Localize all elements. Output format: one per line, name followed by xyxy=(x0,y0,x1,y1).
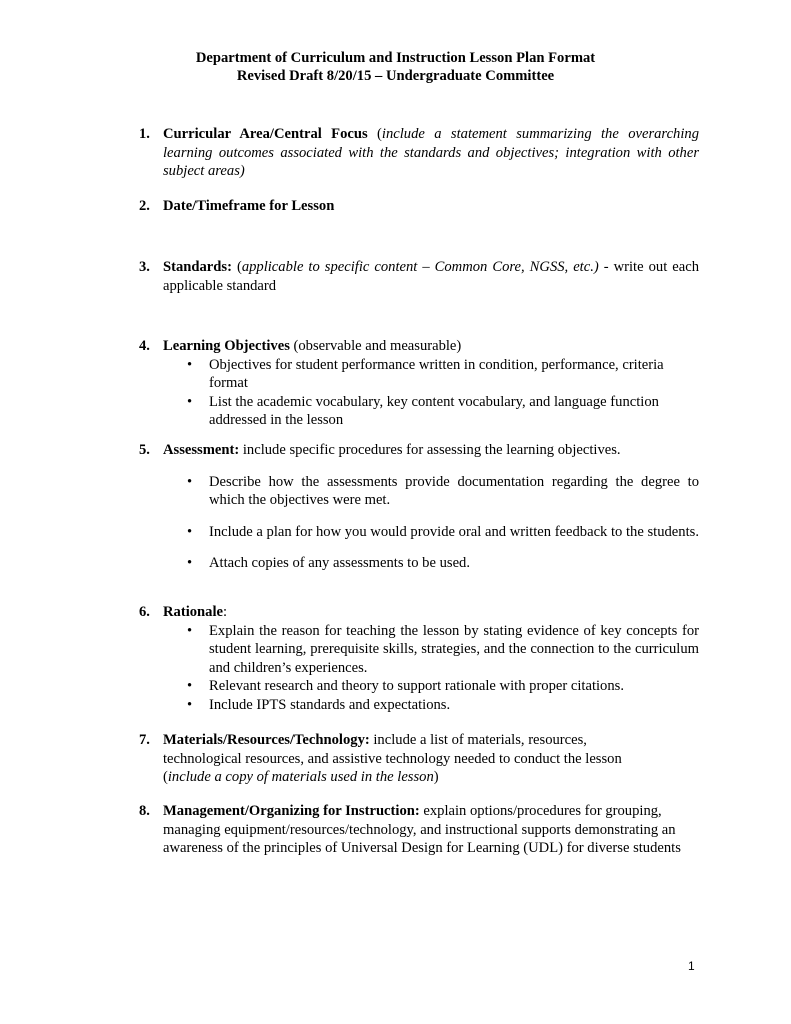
section-number: 6. xyxy=(139,604,150,620)
list-item xyxy=(163,622,699,678)
section-title: Management/Organizing for Instruction: xyxy=(163,803,420,819)
list-item xyxy=(163,696,699,715)
document-title: Department of Curriculum and Instruction Lesson Plan Format xyxy=(195,50,596,66)
bullet-icon: • xyxy=(187,696,193,713)
section-8 xyxy=(139,802,699,858)
section-text: : xyxy=(223,604,228,620)
section-description: applicable to specific content – Common Core, NGSS, etc.) xyxy=(241,259,599,275)
section-number: 7. xyxy=(139,732,150,748)
page-number: 1 xyxy=(688,959,695,973)
section-number: 5. xyxy=(139,442,150,458)
section-number: 8. xyxy=(139,803,150,819)
bullet-list xyxy=(139,356,699,430)
list-item xyxy=(163,356,699,393)
bullet-icon: • xyxy=(187,523,193,540)
section-title: Learning Objectives xyxy=(163,338,290,354)
section-title: Materials/Resources/Technology: xyxy=(163,732,370,748)
bullet-list xyxy=(139,473,699,573)
section-body xyxy=(163,731,633,787)
list-item xyxy=(163,523,699,542)
section-7 xyxy=(139,731,699,787)
list-item-text: Describe how the assessments provide documentation regarding the degree to which the objectives were met. xyxy=(209,473,699,508)
list-item-text: Include a plan for how you would provide oral and written feedback to the students. xyxy=(209,523,699,540)
section-text: - write out each applicable standard xyxy=(163,259,699,294)
section-title: Curricular Area/Central Focus xyxy=(163,126,368,142)
list-item-text: Explain the reason for teaching the lesson by stating evidence of key concepts for student learning, prerequisite skills, strategies, and the connection to the curriculum and children’s experiences. xyxy=(209,622,699,676)
section-description: include a statement summarizing the overarching learning outcomes associated with the standards and objectives; integration with other subject areas) xyxy=(163,126,699,179)
section-title: Standards: xyxy=(163,259,232,275)
list-item xyxy=(163,554,699,573)
section-number: 4. xyxy=(139,338,150,354)
section-body xyxy=(163,603,699,622)
section-text: explain options/procedures for grouping, managing equipment/resources/technology, and instructional supports demonstrating an awareness of the principles of Universal Design for Learning (UDL) for diverse students xyxy=(163,803,681,856)
section-body xyxy=(163,258,699,295)
section-paren: ( xyxy=(231,259,242,275)
section-1 xyxy=(139,125,699,181)
section-paren: ( xyxy=(163,769,168,785)
section-paren: ) xyxy=(433,769,439,785)
list-item xyxy=(163,393,699,430)
section-number: 3. xyxy=(139,259,150,275)
bullet-icon: • xyxy=(187,356,193,373)
section-title: Rationale xyxy=(163,604,223,620)
section-title: Assessment: xyxy=(163,442,240,458)
section-description: include a copy of materials used in the lesson xyxy=(167,769,434,785)
section-body xyxy=(163,197,699,216)
section-6 xyxy=(139,603,699,714)
section-body xyxy=(163,125,699,181)
section-body xyxy=(163,441,699,460)
list-item-text: Objectives for student performance written in condition, performance, criteria format xyxy=(209,356,664,391)
section-body xyxy=(163,802,699,858)
section-paren: ( xyxy=(367,126,382,142)
bullet-list xyxy=(139,622,699,715)
section-3 xyxy=(139,258,699,295)
section-5 xyxy=(139,441,699,573)
bullet-icon: • xyxy=(187,393,193,410)
bullet-icon: • xyxy=(187,678,193,694)
section-number: 1. xyxy=(139,126,150,142)
section-text: include specific procedures for assessing the learning objectives. xyxy=(239,442,621,458)
bullet-icon: • xyxy=(187,473,193,490)
section-4 xyxy=(139,337,699,430)
bullet-icon: • xyxy=(187,622,193,639)
list-item xyxy=(163,677,699,696)
section-title: Date/Timeframe for Lesson xyxy=(163,198,335,214)
section-body xyxy=(163,337,699,356)
list-item-text: Attach copies of any assessments to be used. xyxy=(209,555,471,571)
section-2 xyxy=(139,197,699,216)
list-item-text: List the academic vocabulary, key content vocabulary, and language function addressed in the lesson xyxy=(209,393,659,428)
document-subtitle: Revised Draft 8/20/15 – Undergraduate Committee xyxy=(236,68,555,84)
list-item-text: Relevant research and theory to support rationale with proper citations. xyxy=(209,678,624,694)
bullet-icon: • xyxy=(187,555,193,571)
list-item-text: Include IPTS standards and expectations. xyxy=(209,696,451,713)
section-text: (observable and measurable) xyxy=(289,338,462,354)
section-number: 2. xyxy=(139,198,150,214)
list-item xyxy=(163,473,699,510)
section-text: include a list of materials, resources, technological resources, and assistive technology needed to conduct the lesson xyxy=(163,732,622,767)
